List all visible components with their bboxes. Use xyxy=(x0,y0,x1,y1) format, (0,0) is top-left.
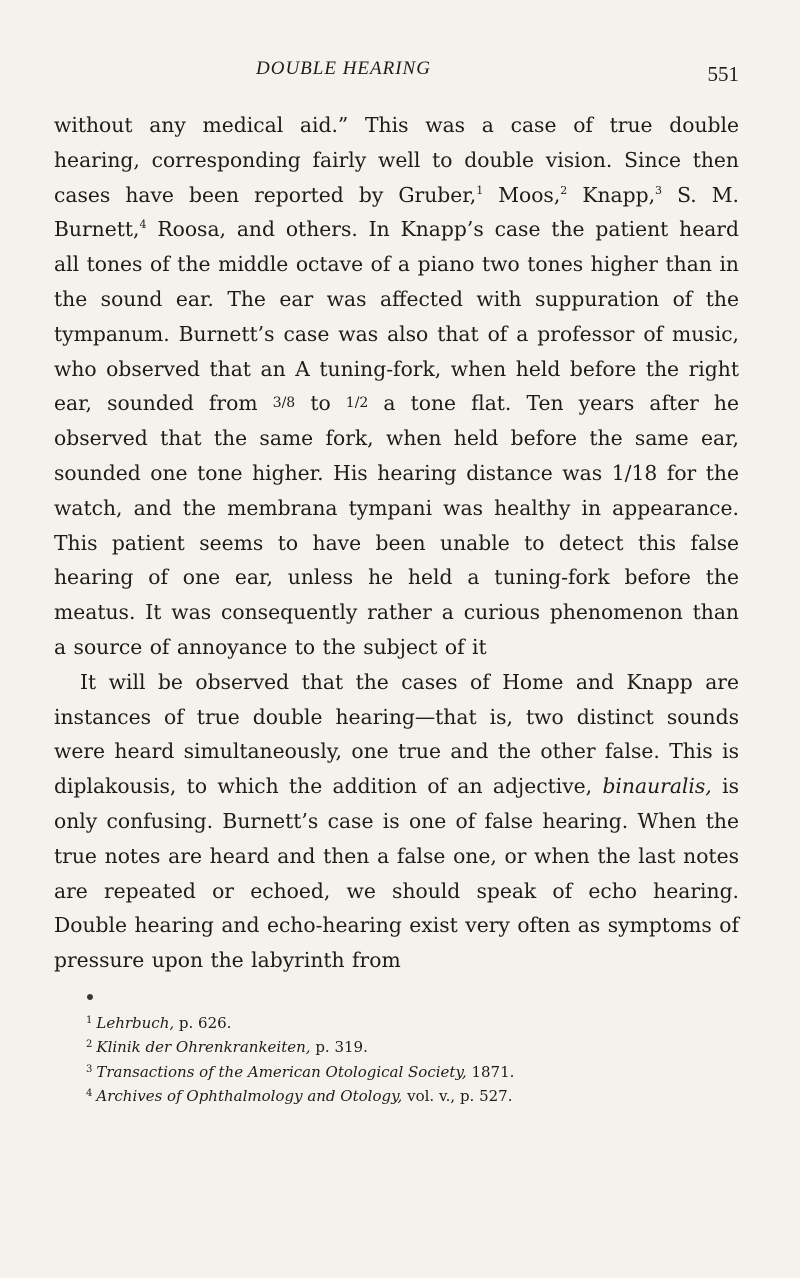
footnote-ref-1: 1 xyxy=(476,183,484,197)
footnote-title: Archives of Ophthalmology and Otology, xyxy=(96,1087,403,1106)
footnote-title: Lehrbuch, xyxy=(96,1013,175,1032)
paragraph-2 xyxy=(54,665,739,978)
text-run: without any medical aid.” This was a case of true double hearing, corresponding fairly well to double vision. Since then cases have been reported by Gruber, xyxy=(54,113,739,207)
running-head xyxy=(54,58,739,94)
text-run: It will be observed that the cases of Home and Knapp are instances of true double hearing—that is, two distinct sounds were heard simultaneously, one true and the other false. This is diplakousis, to which the addition of an adjective, xyxy=(54,669,739,799)
text-run: S. M. Burnett, xyxy=(54,182,739,242)
paragraph-1 xyxy=(54,108,739,665)
footnote-ref-4: 4 xyxy=(139,218,147,232)
text-run: Moos, xyxy=(483,182,561,207)
text-run: Knapp, xyxy=(567,182,656,207)
footnote-separator xyxy=(54,992,739,1006)
ink-dot xyxy=(87,994,93,1000)
footnote-detail: 1871. xyxy=(466,1062,515,1081)
footnote-3 xyxy=(86,1059,739,1084)
footnote-detail: p. 626. xyxy=(174,1013,232,1032)
fraction-one-half: 1/2 xyxy=(345,395,369,412)
footnote-title: Klinik der Ohrenkrankeiten, xyxy=(96,1038,311,1057)
text-run: is only confusing. Burnett’s case is one of false hearing. When the true notes are heard and then a false one, or when the last notes are repeated or echoed, we should speak of echo hearing. Double hearing and echo-hearing exist very often as symptoms of pressure upon the labyrinth from xyxy=(54,774,739,973)
footnote-title: Transactions of the American Otological Society, xyxy=(96,1062,467,1081)
footnote-4 xyxy=(86,1083,739,1108)
page-number: 551 xyxy=(707,62,739,86)
footnote-2 xyxy=(86,1034,739,1059)
text-run: Roosa, and others. In Knapp’s case the patient heard all tones of the middle octave of a piano two tones higher than in the sound ear. The ear was affected with suppuration of the tympanum. Burnett’s case was also that of a professor of music, who observed that an A tuning-fork, when held before the right ear, sounded from xyxy=(54,217,739,416)
footnote-number: 2 xyxy=(86,1039,93,1051)
footnote-ref-2: 2 xyxy=(560,183,568,197)
book-page xyxy=(54,58,739,1108)
text-run: a tone flat. Ten years after he observed that the same fork, when held before the same ear, sounded one tone higher. His hearing distance was 1/18 for the watch, and the membrana tympani was healthy in appearance. This patient seems to have been unable to detect this false hearing of one ear, unless he held a tuning-fork before the meatus. It was consequently rather a curious phenomenon than a source of annoyance to the subject of it xyxy=(54,391,739,659)
footnote-1 xyxy=(86,1010,739,1035)
italic-term: binauralis, xyxy=(602,774,712,799)
footnote-detail: p. 319. xyxy=(310,1038,368,1057)
text-run: to xyxy=(295,391,346,416)
footnote-detail: vol. v., p. 527. xyxy=(402,1087,513,1106)
footnote-number: 3 xyxy=(86,1063,93,1075)
footnote-number: 4 xyxy=(86,1088,93,1100)
footnote-number: 1 xyxy=(86,1014,93,1026)
fraction-three-eighths: 3/8 xyxy=(272,395,296,412)
footnotes xyxy=(54,1010,739,1108)
body-text xyxy=(54,108,739,978)
running-title: DOUBLE HEARING xyxy=(256,58,431,79)
footnote-ref-3: 3 xyxy=(655,183,663,197)
